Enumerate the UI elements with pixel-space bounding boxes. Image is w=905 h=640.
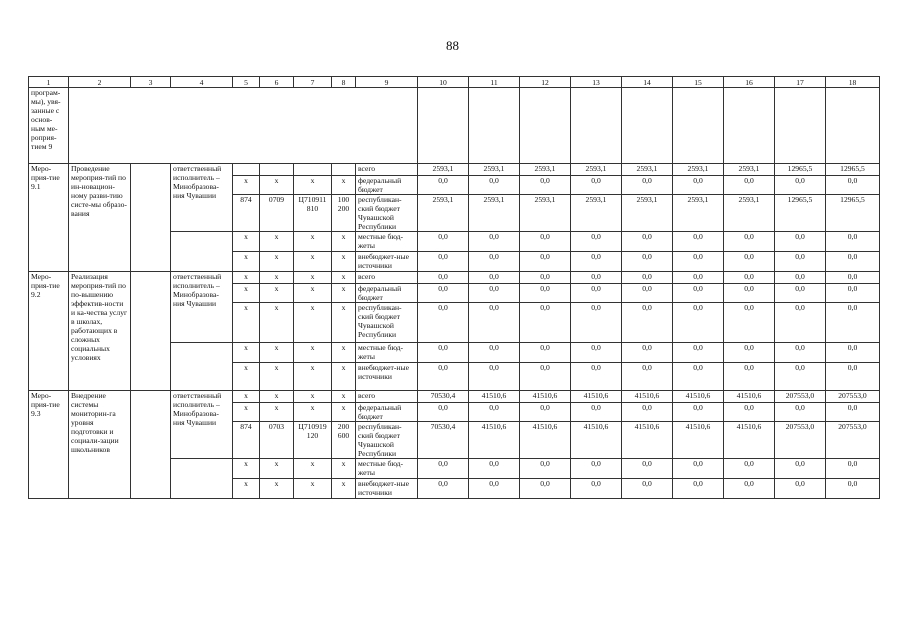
value-cell: 0,0	[418, 303, 469, 343]
target-article-cell: x	[294, 272, 332, 284]
value-cell: 0,0	[571, 403, 622, 422]
value-cell: 2593,1	[622, 164, 673, 176]
value-cell: 0,0	[826, 284, 880, 303]
value-cell: 12965,5	[775, 195, 826, 232]
expense-type-cell: x	[332, 343, 356, 363]
value-cell: 0,0	[571, 343, 622, 363]
page-number: 88	[446, 38, 459, 53]
value-cell: 0,0	[775, 343, 826, 363]
value-cell: 0,0	[673, 176, 724, 195]
value-cell: 0,0	[520, 403, 571, 422]
target-article-cell	[294, 164, 332, 176]
grbs-cell: x	[233, 232, 260, 252]
header-cell: 9	[356, 77, 418, 88]
value-cell: 0,0	[520, 303, 571, 343]
header-cell: 6	[260, 77, 294, 88]
value-cell: 0,0	[673, 303, 724, 343]
header-cell: 7	[294, 77, 332, 88]
value-cell: 0,0	[622, 176, 673, 195]
section-cell: x	[260, 303, 294, 343]
header-cell: 13	[571, 77, 622, 88]
measure-id: Меро-прия-тие 9.1	[29, 164, 69, 272]
header-cell: 8	[332, 77, 356, 88]
executor-cell: ответственный исполнитель – Минобразова-ния Чувашии	[171, 272, 233, 343]
value-cell: 207553,0	[826, 422, 880, 459]
value-cell: 0,0	[520, 176, 571, 195]
expense-type-cell: x	[332, 459, 356, 479]
section-cell: x	[260, 363, 294, 391]
section-cell: x	[260, 252, 294, 272]
value-cell: 0,0	[469, 459, 520, 479]
header-cell: 5	[233, 77, 260, 88]
value-cell: 0,0	[826, 459, 880, 479]
value-cell: 41510,6	[469, 422, 520, 459]
empty-cell	[826, 88, 880, 164]
value-cell: 2593,1	[622, 195, 673, 232]
grbs-cell: x	[233, 284, 260, 303]
expense-type-cell: x	[332, 303, 356, 343]
funding-source-cell: республикан-ский бюджет Чувашской Республики	[356, 303, 418, 343]
measure-name: Проведение мероприя-тий по ин-новацион-ному разви-тию систе-мы образо-вания	[69, 164, 131, 272]
value-cell: 2593,1	[673, 195, 724, 232]
measure-id: Меро-прия-тие 9.2	[29, 272, 69, 391]
header-cell: 16	[724, 77, 775, 88]
value-cell: 70530,4	[418, 422, 469, 459]
section-cell: 0709	[260, 195, 294, 232]
empty-cell	[171, 232, 233, 272]
value-cell: 0,0	[826, 252, 880, 272]
value-cell: 0,0	[826, 176, 880, 195]
value-cell: 0,0	[775, 284, 826, 303]
header-cell: 4	[171, 77, 233, 88]
value-cell: 0,0	[673, 363, 724, 391]
value-cell: 0,0	[469, 272, 520, 284]
value-cell: 41510,6	[571, 422, 622, 459]
header-cell: 10	[418, 77, 469, 88]
grbs-cell: x	[233, 343, 260, 363]
value-cell: 0,0	[673, 272, 724, 284]
measure-id: Меро-прия-тие 9.3	[29, 391, 69, 499]
value-cell: 2593,1	[469, 195, 520, 232]
expense-type-cell: x	[332, 284, 356, 303]
value-cell: 0,0	[724, 303, 775, 343]
target-article-cell: x	[294, 343, 332, 363]
value-cell: 0,0	[520, 272, 571, 284]
value-cell: 207553,0	[775, 422, 826, 459]
section-cell: 0703	[260, 422, 294, 459]
header-cell: 11	[469, 77, 520, 88]
value-cell: 0,0	[418, 176, 469, 195]
continuation-row	[29, 88, 880, 164]
value-cell: 12965,5	[826, 195, 880, 232]
grbs-cell	[233, 164, 260, 176]
value-cell: 0,0	[775, 272, 826, 284]
section-cell: x	[260, 272, 294, 284]
value-cell: 2593,1	[571, 195, 622, 232]
value-cell: 0,0	[418, 363, 469, 391]
value-cell: 0,0	[673, 479, 724, 499]
value-cell: 0,0	[520, 479, 571, 499]
target-article-cell: x	[294, 176, 332, 195]
value-cell: 0,0	[775, 403, 826, 422]
value-cell: 0,0	[724, 176, 775, 195]
header-cell: 17	[775, 77, 826, 88]
funding-source-cell: внебюджет-ные источники	[356, 479, 418, 499]
value-cell: 0,0	[571, 232, 622, 252]
expense-type-cell: x	[332, 232, 356, 252]
section-cell: x	[260, 403, 294, 422]
grbs-cell: x	[233, 272, 260, 284]
budget-table	[28, 76, 880, 499]
value-cell: 0,0	[826, 272, 880, 284]
section-cell: x	[260, 479, 294, 499]
grbs-cell: x	[233, 176, 260, 195]
value-cell: 0,0	[622, 252, 673, 272]
target-article-cell: x	[294, 363, 332, 391]
empty-cell	[131, 272, 171, 391]
value-cell: 0,0	[469, 303, 520, 343]
expense-type-cell: 200 600	[332, 422, 356, 459]
value-cell: 70530,4	[418, 391, 469, 403]
expense-type-cell: 100 200	[332, 195, 356, 232]
value-cell: 0,0	[826, 403, 880, 422]
value-cell: 0,0	[520, 232, 571, 252]
grbs-cell: x	[233, 459, 260, 479]
empty-cell	[171, 343, 233, 391]
value-cell: 0,0	[469, 479, 520, 499]
value-cell: 0,0	[418, 232, 469, 252]
table-row	[29, 272, 880, 284]
value-cell: 41510,6	[520, 422, 571, 459]
header-cell: 12	[520, 77, 571, 88]
header-row	[29, 77, 880, 88]
funding-source-cell: всего	[356, 164, 418, 176]
value-cell: 0,0	[622, 284, 673, 303]
funding-source-cell: местные бюд-жеты	[356, 343, 418, 363]
empty-cell	[69, 88, 418, 164]
value-cell: 0,0	[520, 363, 571, 391]
value-cell: 0,0	[622, 459, 673, 479]
value-cell: 0,0	[418, 403, 469, 422]
funding-source-cell: федеральный бюджет	[356, 403, 418, 422]
value-cell: 41510,6	[622, 391, 673, 403]
value-cell: 0,0	[673, 232, 724, 252]
value-cell: 0,0	[826, 232, 880, 252]
value-cell: 0,0	[724, 479, 775, 499]
target-article-cell: x	[294, 459, 332, 479]
value-cell: 0,0	[622, 363, 673, 391]
expense-type-cell: x	[332, 272, 356, 284]
value-cell: 0,0	[724, 363, 775, 391]
value-cell: 0,0	[571, 479, 622, 499]
value-cell: 0,0	[724, 232, 775, 252]
grbs-cell: x	[233, 403, 260, 422]
executor-cell: ответственный исполнитель – Минобразова-ния Чувашии	[171, 164, 233, 232]
grbs-cell: x	[233, 252, 260, 272]
value-cell: 41510,6	[622, 422, 673, 459]
value-cell: 0,0	[724, 252, 775, 272]
value-cell: 2593,1	[418, 164, 469, 176]
value-cell: 0,0	[622, 403, 673, 422]
value-cell: 2593,1	[571, 164, 622, 176]
value-cell: 0,0	[724, 343, 775, 363]
value-cell: 0,0	[673, 284, 724, 303]
target-article-cell: x	[294, 479, 332, 499]
funding-source-cell: внебюджет-ные источники	[356, 252, 418, 272]
table-row	[29, 391, 880, 403]
section-cell: x	[260, 391, 294, 403]
value-cell: 0,0	[571, 303, 622, 343]
expense-type-cell	[332, 164, 356, 176]
expense-type-cell: x	[332, 252, 356, 272]
value-cell: 0,0	[520, 252, 571, 272]
value-cell: 0,0	[469, 176, 520, 195]
grbs-cell: 874	[233, 195, 260, 232]
value-cell: 41510,6	[571, 391, 622, 403]
expense-type-cell: x	[332, 479, 356, 499]
value-cell: 0,0	[469, 403, 520, 422]
measure-name: Внедрение системы мониторин-га уровня подготовки и социали-зации школьников	[69, 391, 131, 499]
empty-cell	[571, 88, 622, 164]
value-cell: 0,0	[469, 363, 520, 391]
expense-type-cell: x	[332, 391, 356, 403]
value-cell: 0,0	[775, 479, 826, 499]
expense-type-cell: x	[332, 403, 356, 422]
value-cell: 0,0	[520, 284, 571, 303]
expense-type-cell: x	[332, 176, 356, 195]
value-cell: 0,0	[622, 343, 673, 363]
value-cell: 41510,6	[724, 422, 775, 459]
value-cell: 0,0	[724, 284, 775, 303]
value-cell: 0,0	[571, 363, 622, 391]
value-cell: 0,0	[673, 459, 724, 479]
value-cell: 41510,6	[724, 391, 775, 403]
empty-cell	[724, 88, 775, 164]
value-cell: 0,0	[775, 363, 826, 391]
value-cell: 0,0	[724, 272, 775, 284]
value-cell: 207553,0	[826, 391, 880, 403]
target-article-cell: x	[294, 232, 332, 252]
target-article-cell: Ц710919 120	[294, 422, 332, 459]
expense-type-cell: x	[332, 363, 356, 391]
value-cell: 0,0	[826, 303, 880, 343]
value-cell: 2593,1	[469, 164, 520, 176]
section-cell: x	[260, 176, 294, 195]
executor-cell: ответственный исполнитель – Минобразова-ния Чувашии	[171, 391, 233, 459]
target-article-cell: x	[294, 391, 332, 403]
value-cell: 0,0	[775, 176, 826, 195]
empty-cell	[520, 88, 571, 164]
grbs-cell: x	[233, 303, 260, 343]
value-cell: 0,0	[520, 459, 571, 479]
value-cell: 0,0	[622, 303, 673, 343]
funding-source-cell: всего	[356, 272, 418, 284]
grbs-cell: 874	[233, 422, 260, 459]
value-cell: 41510,6	[673, 391, 724, 403]
header-cell: 2	[69, 77, 131, 88]
funding-source-cell: федеральный бюджет	[356, 284, 418, 303]
empty-cell	[622, 88, 673, 164]
value-cell: 2593,1	[418, 195, 469, 232]
continuation-cell: програм-мы), увя-занные с основ-ным ме-роприя-тием 9	[29, 88, 69, 164]
section-cell	[260, 164, 294, 176]
empty-cell	[131, 391, 171, 499]
value-cell: 0,0	[775, 232, 826, 252]
value-cell: 0,0	[469, 343, 520, 363]
empty-cell	[418, 88, 469, 164]
measure-name: Реализация мероприя-тий по по-вышению эффектив-ности и ка-чества услуг в школах, работающих в сложных социальных условиях	[69, 272, 131, 391]
grbs-cell: x	[233, 479, 260, 499]
section-cell: x	[260, 343, 294, 363]
value-cell: 0,0	[571, 284, 622, 303]
funding-source-cell: всего	[356, 391, 418, 403]
value-cell: 0,0	[469, 284, 520, 303]
target-article-cell: x	[294, 303, 332, 343]
header-cell: 1	[29, 77, 69, 88]
value-cell: 0,0	[673, 343, 724, 363]
value-cell: 0,0	[418, 252, 469, 272]
value-cell: 0,0	[571, 459, 622, 479]
target-article-cell: Ц710911 810	[294, 195, 332, 232]
value-cell: 41510,6	[673, 422, 724, 459]
value-cell: 0,0	[622, 232, 673, 252]
value-cell: 0,0	[469, 232, 520, 252]
value-cell: 12965,5	[826, 164, 880, 176]
empty-cell	[469, 88, 520, 164]
value-cell: 0,0	[571, 252, 622, 272]
empty-cell	[131, 164, 171, 272]
value-cell: 2593,1	[520, 164, 571, 176]
value-cell: 2593,1	[673, 164, 724, 176]
header-cell: 15	[673, 77, 724, 88]
value-cell: 0,0	[418, 284, 469, 303]
header-cell: 14	[622, 77, 673, 88]
value-cell: 0,0	[418, 343, 469, 363]
value-cell: 0,0	[622, 479, 673, 499]
value-cell: 207553,0	[775, 391, 826, 403]
value-cell: 0,0	[826, 363, 880, 391]
grbs-cell: x	[233, 363, 260, 391]
target-article-cell: x	[294, 284, 332, 303]
target-article-cell: x	[294, 403, 332, 422]
section-cell: x	[260, 459, 294, 479]
value-cell: 0,0	[775, 303, 826, 343]
empty-cell	[673, 88, 724, 164]
grbs-cell: x	[233, 391, 260, 403]
value-cell: 0,0	[724, 403, 775, 422]
value-cell: 0,0	[418, 479, 469, 499]
table-row	[29, 164, 880, 176]
funding-source-cell: республикан-ский бюджет Чувашской Республики	[356, 422, 418, 459]
value-cell: 0,0	[826, 343, 880, 363]
funding-source-cell: республикан-ский бюджет Чувашской Республики	[356, 195, 418, 232]
value-cell: 0,0	[520, 343, 571, 363]
value-cell: 0,0	[622, 272, 673, 284]
empty-cell	[171, 459, 233, 499]
table-body	[29, 88, 880, 499]
table-header	[29, 77, 880, 88]
value-cell: 41510,6	[520, 391, 571, 403]
section-cell: x	[260, 232, 294, 252]
value-cell: 0,0	[571, 176, 622, 195]
value-cell: 0,0	[724, 459, 775, 479]
header-cell: 3	[131, 77, 171, 88]
funding-source-cell: местные бюд-жеты	[356, 232, 418, 252]
empty-cell	[775, 88, 826, 164]
value-cell: 0,0	[775, 252, 826, 272]
value-cell: 2593,1	[724, 195, 775, 232]
header-cell: 18	[826, 77, 880, 88]
funding-source-cell: федеральный бюджет	[356, 176, 418, 195]
target-article-cell: x	[294, 252, 332, 272]
funding-source-cell: местные бюд-жеты	[356, 459, 418, 479]
value-cell: 41510,6	[469, 391, 520, 403]
value-cell: 0,0	[673, 403, 724, 422]
value-cell: 2593,1	[520, 195, 571, 232]
value-cell: 0,0	[673, 252, 724, 272]
value-cell: 0,0	[571, 272, 622, 284]
value-cell: 2593,1	[724, 164, 775, 176]
value-cell: 0,0	[826, 479, 880, 499]
section-cell: x	[260, 284, 294, 303]
value-cell: 0,0	[775, 459, 826, 479]
value-cell: 12965,5	[775, 164, 826, 176]
value-cell: 0,0	[418, 459, 469, 479]
value-cell: 0,0	[469, 252, 520, 272]
value-cell: 0,0	[418, 272, 469, 284]
funding-source-cell: внебюджет-ные источники	[356, 363, 418, 391]
